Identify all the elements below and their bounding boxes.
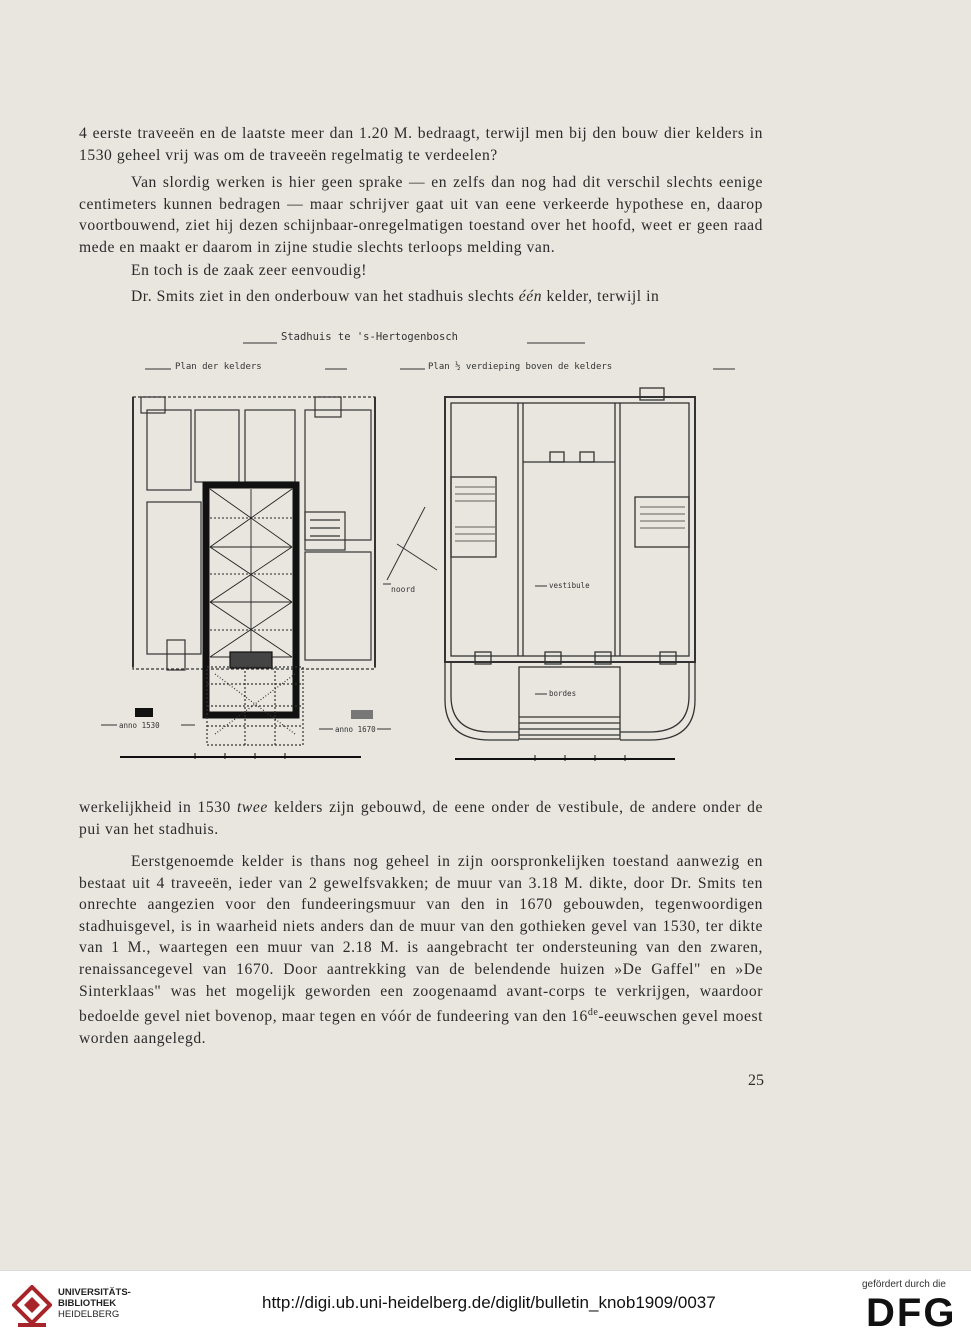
paragraph-5	[79, 797, 763, 840]
library-name	[58, 1287, 131, 1320]
paragraph-6-superscript: de	[587, 1007, 599, 1019]
paragraph-4-text: Dr. Smits ziet in den onderbouw van het stadhuis slechts	[131, 288, 519, 305]
upper-floor-plan	[445, 388, 695, 740]
legend-1530-label: anno 1530	[119, 721, 160, 730]
north-arrow	[383, 507, 437, 584]
paragraph-6-text: Eerstgenoemde kelder is thans nog geheel in zijn oorspronkelijken toestand aanwezig en bestaat uit 4 traveeën, ieder van 2 gewelfsvakken; de muur van 3.18 M. dikte, door Dr. Smits ten onrechte aangezien voor den fundeeringsmuur van den in 1670 gebouwden, tegenwoordigen stadhuisgevel, is in waarheid niets anders dan de muur van den gothieken gevel van 1530, ter dikte van 1 M., waartegen een muur van 2.18 M. is aangebracht ter ondersteuning van den zwaren, renaissancegevel van 1670. Door aantrekking van de belendende huizen »De Gaffel" en »De Sinterklaas" was het mogelijk geworden een zoogenaamd avant-corps te verkrijgen, waardoor bedoelde gevel niet bovenop, maar tegen en vóór de fundeering van den 16	[79, 853, 763, 1026]
legend-1670-swatch	[351, 710, 373, 719]
vestibule-label: vestibule	[549, 581, 590, 590]
paragraph-1: 4 eerste traveeën en de laatste meer dan 1.20 M. bedraagt, terwijl men bij den bouw dier kelders in 1530 geheel vrij was om de traveeën regelmatig te verdeelen?	[79, 125, 763, 164]
library-name-line-1: UNIVERSITÄTS-	[58, 1287, 131, 1298]
funding-caption: gefördert durch die	[862, 1279, 946, 1290]
cellar-plan	[133, 397, 375, 745]
left-plan-caption: Plan der kelders	[175, 362, 262, 372]
paragraph-4-text-end: kelder, terwijl in	[542, 288, 660, 305]
bordes-label: bordes	[549, 689, 577, 698]
legend-1530-swatch	[135, 708, 153, 717]
floor-plan-figure	[95, 322, 755, 772]
permalink-url[interactable]: http://digi.ub.uni-heidelberg.de/diglit/bulletin_knob1909/0037	[262, 1293, 716, 1312]
page-number: 25	[748, 1072, 764, 1089]
paragraph-4-emphasis: één	[518, 288, 543, 305]
paragraph-4	[79, 286, 763, 308]
paragraph-5-emphasis: twee	[237, 799, 268, 816]
legend-1670-label: anno 1670	[335, 725, 376, 734]
library-name-line-2: BIBLIOTHEK	[58, 1298, 117, 1309]
paragraph-5-text-end: kelders zijn gebouwd, de eene onder de vestibule, de andere onder de pui van het stadhuis.	[79, 799, 763, 838]
north-label: noord	[391, 585, 416, 594]
footer-bar	[0, 1270, 971, 1339]
paragraph-2: Van slordig werken is hier geen sprake — en zelfs dan nog had dit verschil slechts eenige centimeters kunnen bedragen — maar schrijver gaat uit van eene verkeerde hypothese en, daarop voortbouwend, ziet hij dezen schijnbaar-onregelmatigen toestand over het hoofd, weet er geen raad mede en maakt er daarom in zijne studie slechts terloops melding van.	[79, 174, 763, 256]
university-library-logo-icon	[12, 1285, 52, 1329]
dfg-logo: DFG	[866, 1291, 957, 1335]
paragraph-5-text: werkelijkheid in 1530	[79, 799, 238, 816]
right-plan-caption: Plan ½ verdieping boven de kelders	[428, 362, 613, 372]
figure-title: Stadhuis te 's-Hertogenbosch	[281, 331, 459, 343]
paragraph-6	[79, 851, 763, 1050]
paragraph-6-text-end: -eeuwschen gevel moest worden aangelegd.	[79, 1008, 763, 1047]
paragraph-3: En toch is de zaak zeer eenvoudig!	[131, 262, 368, 279]
library-name-line-3: HEIDELBERG	[58, 1309, 120, 1320]
